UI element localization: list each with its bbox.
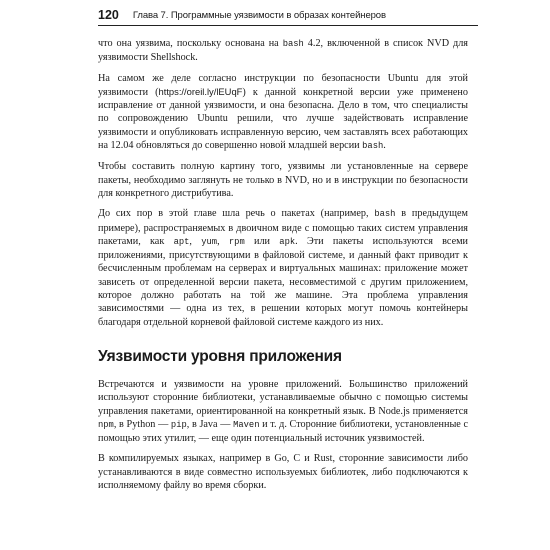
paragraph-5: Встречаются и уязвимости на уровне приложений. Большинство приложений используют сторонние библиотеки, устанавливаемые обычно с помощью системы управления пакетами, ориентированной на конкретный язык. В Node.js применяется npm, в Python — pip, в Java — Maven и т. д. Сторонние библиотеки, установленные с помощью этих утилит, — еще один потенциальный источник уязвимостей. xyxy=(98,378,468,445)
running-head: Глава 7. Программные уязвимости в образах контейнеров xyxy=(132,10,386,21)
code-rpm: rpm xyxy=(228,236,245,247)
code-yum: yum xyxy=(201,236,218,247)
paragraph-6: В компилируемых языках, например в Go, C и Rust, сторонние зависимости либо устанавливаются в виде совместно используемых библиотек, либо подключаются к исполняемому файлу во время сборки. xyxy=(98,453,468,492)
code-pip: pip xyxy=(170,419,187,430)
paragraph-4: До сих пор в этой главе шла речь о пакетах (например, bash в предыдущем примере), распространяемых в двоичном виде с помощью таких систем управления пакетами, как apt, yum, rpm или apk. Эти пакеты используются всеми приложениями, присутствующими в файловой системе, и данный факт приводит к бесчисленным проблемам на серверах и виртуальных машинах: приложение может зависеть от определенной версии пакета, несовместимой с другим приложением, которое должно работать на той же машине. Эта проблема управления зависимостями — одна из тех, в решении которых могут помочь контейнеры благодаря отдельной корневой файловой системе каждого из них. xyxy=(98,208,469,328)
paragraph-1: что она уязвима, поскольку основана на bash 4.2, включенной в список NVD для уязвимости Shellshock. xyxy=(98,38,468,64)
code-apk: apk xyxy=(279,236,296,247)
code-npm: npm xyxy=(98,419,114,430)
paragraph-2: На самом же деле согласно инструкции по безопасности Ubuntu для этой уязвимости (https://oreil.ly/lEUqF) к данной конкретной версии уже применено исправление от данной уязвимости, и она безопасна. Дело в том, что специалисты по сопровождению Ubuntu решили, что лучше задействовать исправление уязвимости и опубликовать исправленную версию, чем заставлять всех работающих на 12.04 обновляться до совершенно новой младшей версии bash. xyxy=(98,72,468,152)
code-maven: Maven xyxy=(233,419,260,430)
page-header xyxy=(98,3,478,26)
paragraph-3: Чтобы составить полную картину того, уязвимы ли установленные на сервере пакеты, необходимо заглянуть не только в NVD, но и в инструкции по безопасности для конкретного дистрибутива. xyxy=(98,161,468,199)
page-body xyxy=(98,37,468,499)
page-number: 120 xyxy=(98,8,119,22)
code-bash: bash xyxy=(362,141,384,152)
code-bash: bash xyxy=(282,39,304,49)
code-apt: apt xyxy=(173,236,190,247)
section-heading: Уязвимости уровня приложения xyxy=(98,347,342,365)
code-bash: bash xyxy=(374,209,396,220)
security-notice-link[interactable]: https://oreil.ly/lEUqF xyxy=(158,85,243,97)
